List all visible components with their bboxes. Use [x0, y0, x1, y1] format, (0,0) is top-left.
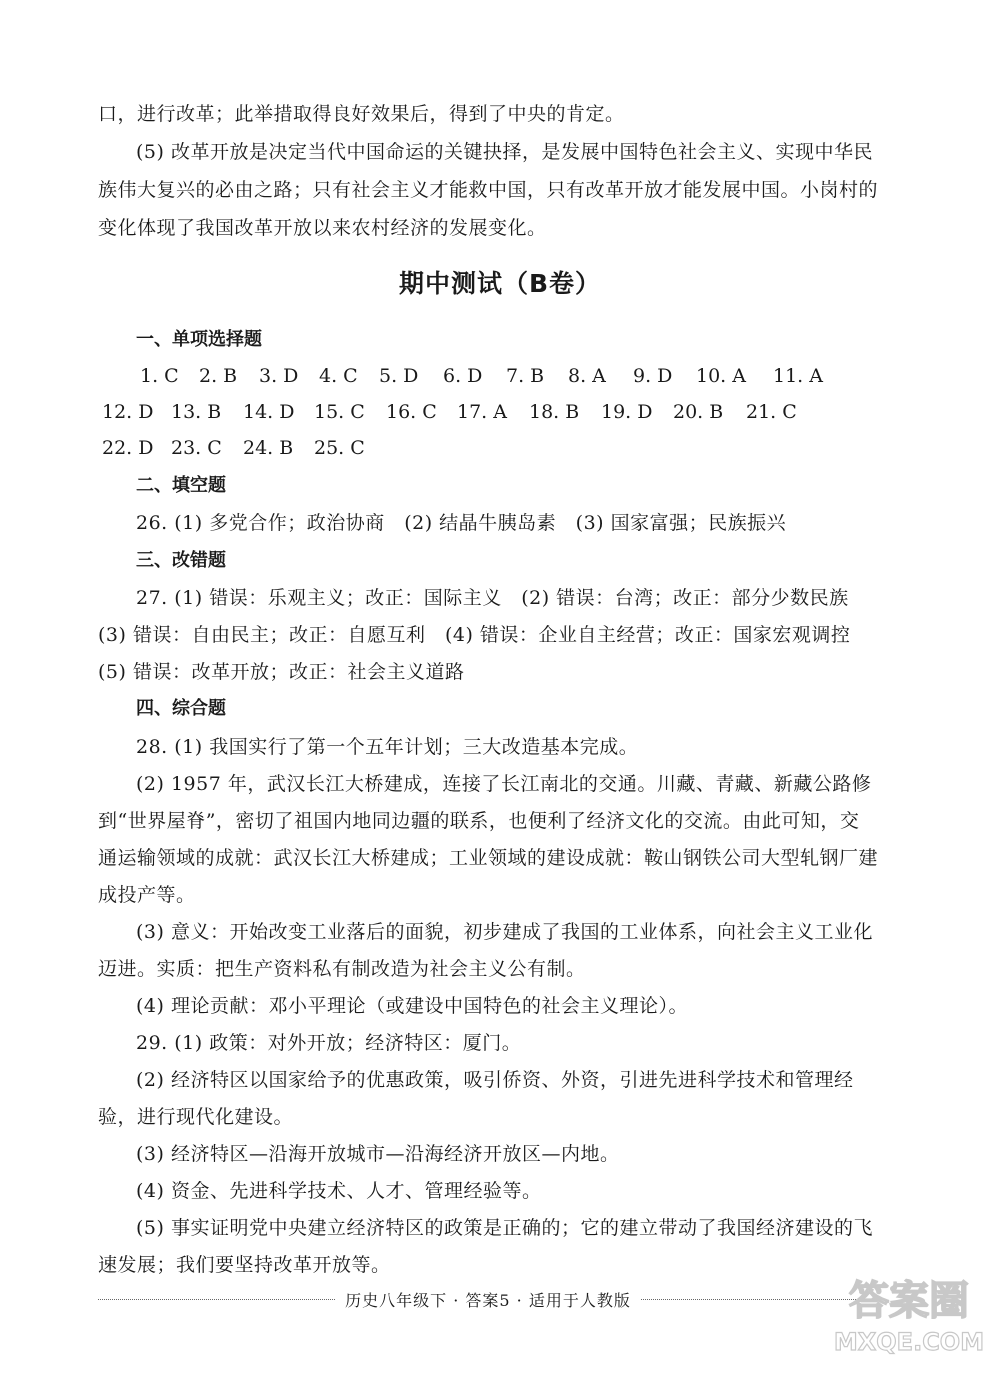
answer-item: 15. C [314, 401, 365, 423]
paragraph-line: (4) 资金、先进科学技术、人才、管理经验等。 [136, 1180, 542, 1202]
answer-item: 5. D [379, 365, 419, 387]
paragraph-line: (3) 经济特区—沿海开放城市—沿海经济开放区—内地。 [136, 1143, 620, 1165]
answer-item: 7. B [506, 365, 545, 387]
paragraph-line: 通运输领域的成就：武汉长江大桥建成；工业领域的建设成就：鞍山钢铁公司大型轧钢厂建 [98, 847, 879, 869]
answer-item: 14. D [243, 401, 295, 423]
paragraph-line: 26. (1) 多党合作；政治协商 (2) 结晶牛胰岛素 (3) 国家富强；民族振兴 [136, 512, 787, 534]
answer-item: 1. C [140, 365, 179, 387]
paragraph-line: (5) 事实证明党中央建立经济特区的政策是正确的；它的建立带动了我国经济建设的飞 [136, 1217, 873, 1239]
paragraph-line: 27. (1) 错误：乐观主义；改正：国际主义 (2) 错误：台湾；改正：部分少数民族 [136, 587, 849, 609]
footer-dotted-rule [98, 1299, 335, 1300]
paragraph-line: 29. (1) 政策：对外开放；经济特区：厦门。 [136, 1032, 522, 1054]
paragraph-line: (3) 意义：开始改变工业落后的面貌，初步建成了我国的工业体系，向社会主义工业化 [136, 921, 873, 943]
answer-item: 19. D [601, 401, 653, 423]
answer-item: 6. D [443, 365, 483, 387]
paragraph-line: (5) 改革开放是决定当代中国命运的关键抉择，是发展中国特色社会主义、实现中华民 [136, 141, 873, 163]
answer-item: 10. A [696, 365, 746, 387]
answer-item: 16. C [386, 401, 437, 423]
watermark-domain: MXQE.COM [833, 1328, 985, 1356]
paragraph-line: (4) 理论贡献：邓小平理论（或建设中国特色的社会主义理论）。 [136, 995, 688, 1017]
answer-item: 20. B [673, 401, 724, 423]
paragraph-line: 变化体现了我国改革开放以来农村经济的发展变化。 [98, 217, 547, 239]
page-footer [98, 1284, 878, 1314]
answer-item: 24. B [243, 437, 294, 459]
paragraph-line: 族伟大复兴的必由之路；只有社会主义才能救中国，只有改革开放才能发展中国。小岗村的 [98, 179, 879, 201]
paragraph-line: 到“世界屋脊”，密切了祖国内地同边疆的联系，也便利了经济文化的交流。由此可知，交 [98, 810, 860, 832]
watermark-logo [824, 1262, 994, 1362]
answer-item: 17. A [457, 401, 507, 423]
answer-row-1 [98, 358, 898, 394]
section-heading-choice: 一、单项选择题 [136, 329, 262, 350]
answer-item: 13. B [171, 401, 222, 423]
answer-item: 12. D [102, 401, 154, 423]
answer-item: 21. C [746, 401, 797, 423]
paragraph-line: 成投产等。 [98, 884, 196, 906]
paragraph-line: (3) 错误：自由民主；改正：自愿互利 (4) 错误：企业自主经营；改正：国家宏观调控 [98, 624, 851, 646]
answer-item: 25. C [314, 437, 365, 459]
section-heading-correction: 三、改错题 [136, 550, 226, 571]
answer-item: 22. D [102, 437, 154, 459]
watermark-logo-text: 答案圈 [849, 1278, 969, 1324]
answer-row-2 [98, 394, 898, 430]
footer-text: 历史八年级下 · 答案5 · 适用于人教版 [345, 1290, 631, 1310]
paragraph-line: (2) 1957 年，武汉长江大桥建成，连接了长江南北的交通。川藏、青藏、新藏公路修 [136, 773, 872, 795]
answer-item: 3. D [259, 365, 299, 387]
answer-item: 4. C [319, 365, 358, 387]
answer-item: 18. B [529, 401, 580, 423]
section-heading-comprehensive: 四、综合题 [136, 698, 226, 719]
paragraph-line: 口，进行改革；此举措取得良好效果后，得到了中央的肯定。 [98, 103, 625, 125]
paragraph-line: 验，进行现代化建设。 [98, 1106, 294, 1128]
answer-item: 8. A [568, 365, 606, 387]
answer-item: 9. D [633, 365, 673, 387]
answer-item: 2. B [199, 365, 238, 387]
paragraph-line: 28. (1) 我国实行了第一个五年计划；三大改造基本完成。 [136, 736, 639, 758]
section-heading-fill: 二、填空题 [136, 475, 226, 496]
paragraph-line: 速发展；我们要坚持改革开放等。 [98, 1254, 391, 1276]
paragraph-line: (5) 错误：改革开放；改正：社会主义道路 [98, 661, 465, 683]
paragraph-line: 迈进。实质：把生产资料私有制改造为社会主义公有制。 [98, 958, 586, 980]
answer-row-3 [98, 430, 898, 466]
answer-item: 23. C [171, 437, 222, 459]
page-title: 期中测试（B卷） [398, 269, 602, 298]
answer-item: 11. A [773, 365, 823, 387]
paragraph-line: (2) 经济特区以国家给予的优惠政策，吸引侨资、外资，引进先进科学技术和管理经 [136, 1069, 854, 1091]
